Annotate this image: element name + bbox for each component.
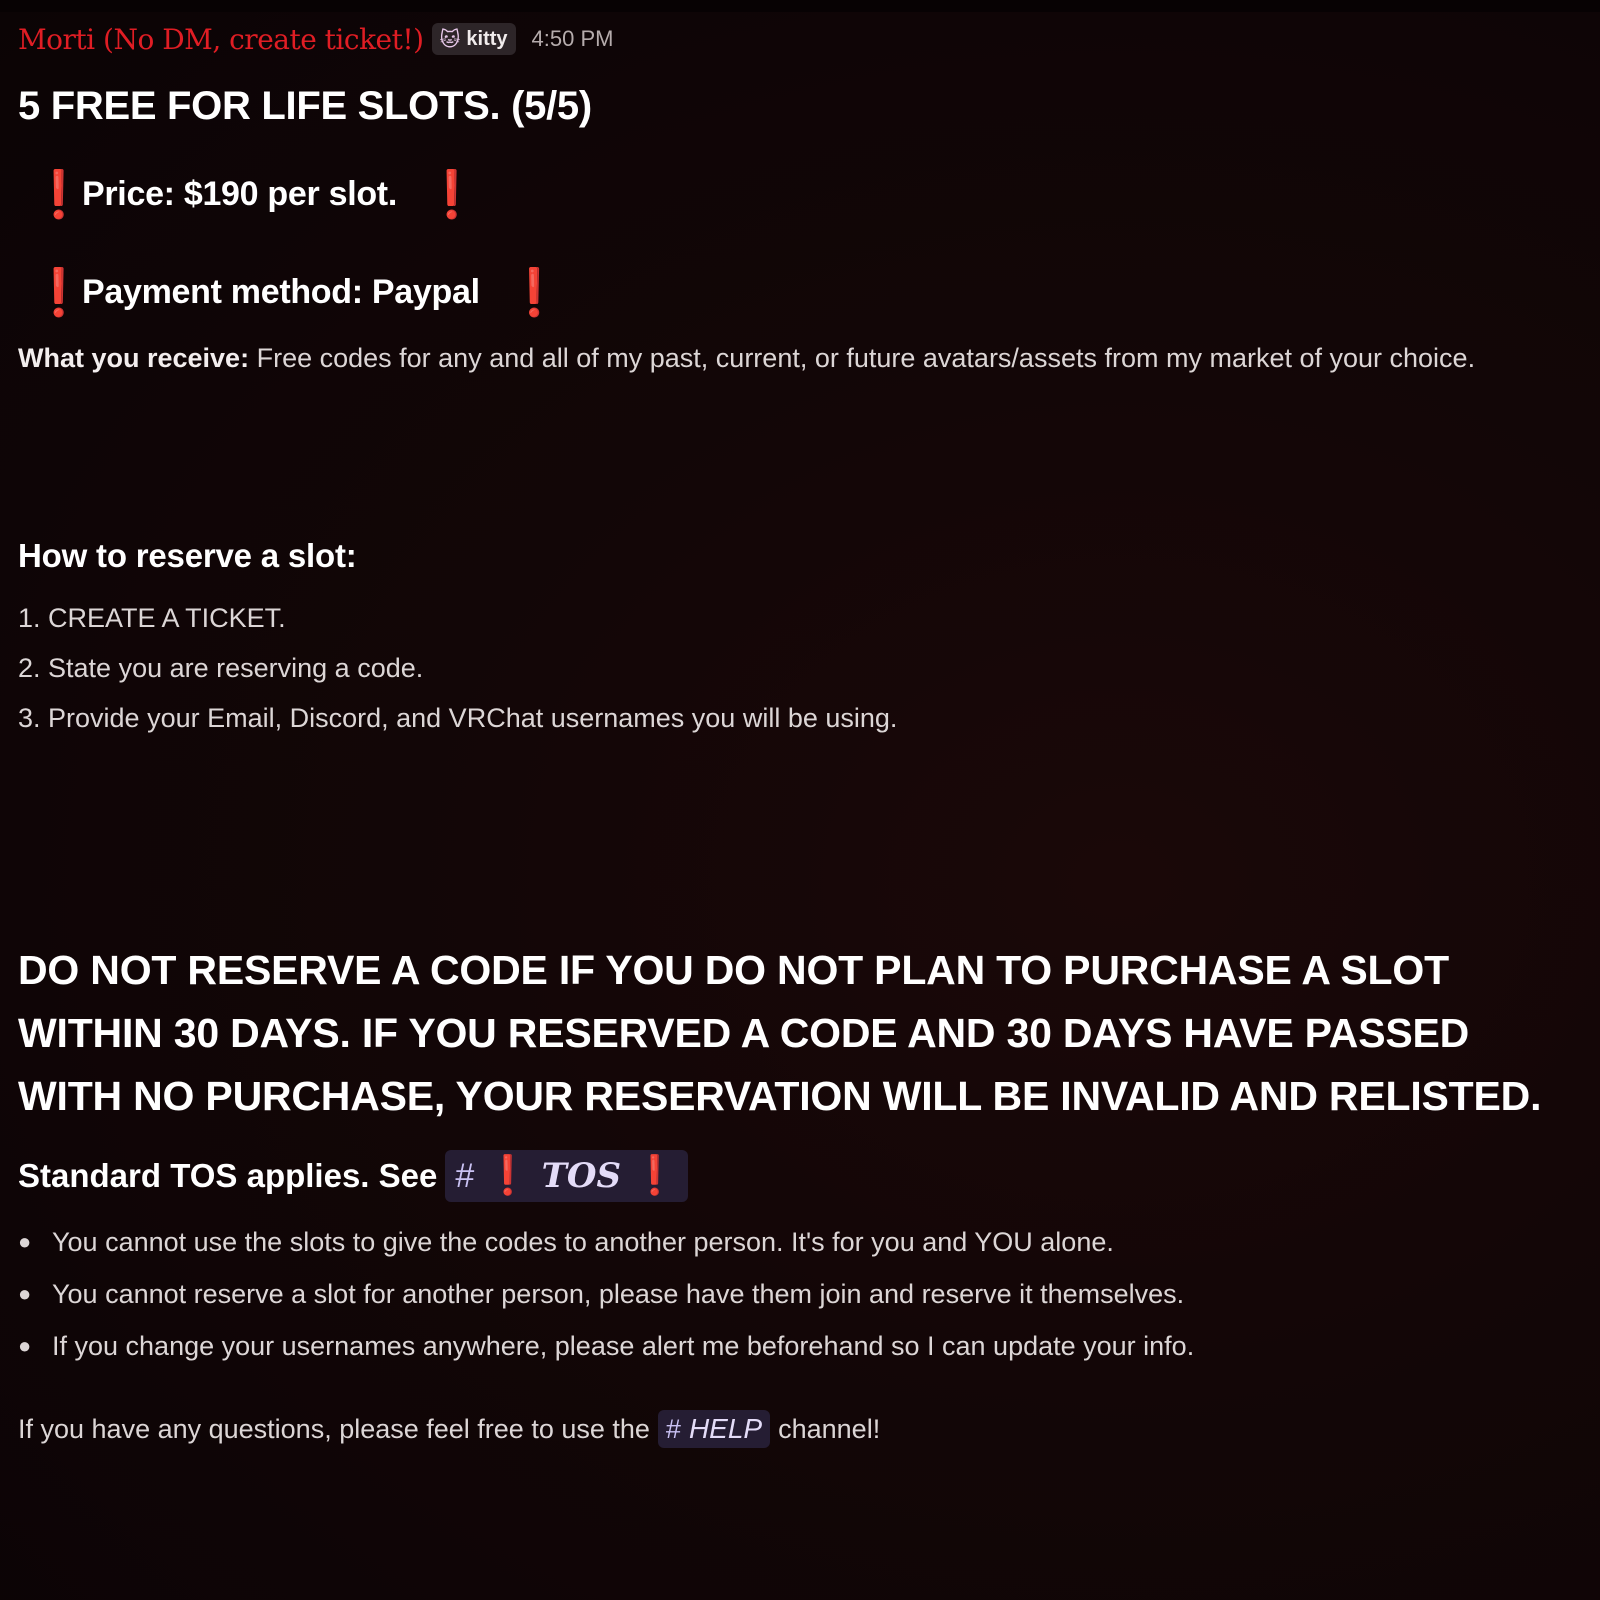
payment-text: Payment method: Paypal [82,272,480,311]
rule-text: You cannot reserve a slot for another person, please have them join and reserve it themselves. [52,1279,1185,1309]
help-channel-link[interactable] [658,1410,770,1448]
price-heading [30,168,1588,220]
reserve-heading: How to reserve a slot: [18,537,357,574]
payment-heading [30,266,1588,318]
cat-icon: 🐱 [439,28,461,51]
message-header [18,14,1588,64]
channel-name: HELP [688,1413,763,1444]
server-tag-label: kitty [466,27,508,50]
receive-paragraph [18,337,1588,379]
exclamation-icon: ❗ [631,1155,679,1197]
price-text: Price: $190 per slot. [82,174,397,213]
hash-icon: # [665,1413,681,1444]
tos-heading [18,1150,1588,1202]
receive-label: What you receive: [18,343,250,373]
timestamp[interactable]: 4:50 PM [531,26,614,51]
list-item [18,1320,1588,1372]
list-item: 1. CREATE A TICKET. [18,603,286,633]
rules-list [18,1216,1588,1372]
list-item [18,1216,1588,1268]
list-item [18,1268,1588,1320]
warning-heading: DO NOT RESERVE A CODE IF YOU DO NOT PLAN TO PURCHASE A SLOT WITHIN 30 DAYS. IF YOU RESERVED A CODE AND 30 DAYS HAVE PASSED WITH NO PURCHASE, YOUR RESERVATION WILL BE INVALID AND RELISTED. [18,947,1542,1119]
channel-name: TOS [541,1156,622,1196]
tos-prefix: Standard TOS applies. See [18,1157,438,1194]
footer-paragraph [18,1410,1588,1448]
exclamation-icon: ❗ [30,266,87,318]
top-bar [0,0,1600,12]
chat-message [18,14,1588,1448]
list-item: 2. State you are reserving a code. [18,653,424,683]
bullet-icon: ● [18,1333,32,1358]
rule-text: You cannot use the slots to give the codes to another person. It's for you and YOU alone. [52,1227,1114,1257]
tos-channel-link[interactable] [445,1150,688,1202]
exclamation-icon: ❗ [422,168,480,220]
list-item: 3. Provide your Email, Discord, and VRChat usernames you will be using. [18,703,898,733]
rule-text: If you change your usernames anywhere, please alert me beforehand so I can update your info. [52,1331,1195,1361]
bullet-icon: ● [18,1229,32,1254]
server-tag[interactable] [432,23,516,55]
receive-text: Free codes for any and all of my past, current, or future avatars/assets from my market of your choice. [249,343,1476,373]
footer-prefix: If you have any questions, please feel free to use the [18,1413,650,1444]
exclamation-icon: ❗ [30,168,87,220]
footer-suffix: channel! [778,1413,881,1444]
author-name[interactable]: Morti (No DM, create ticket!) [18,22,424,56]
exclamation-icon: ❗ [484,1155,532,1197]
message-heading: 5 FREE FOR LIFE SLOTS. (5/5) [18,84,592,128]
bullet-icon: ● [18,1281,32,1306]
steps-list [18,593,1588,743]
hash-icon: # [455,1156,475,1195]
exclamation-icon: ❗ [505,266,563,318]
